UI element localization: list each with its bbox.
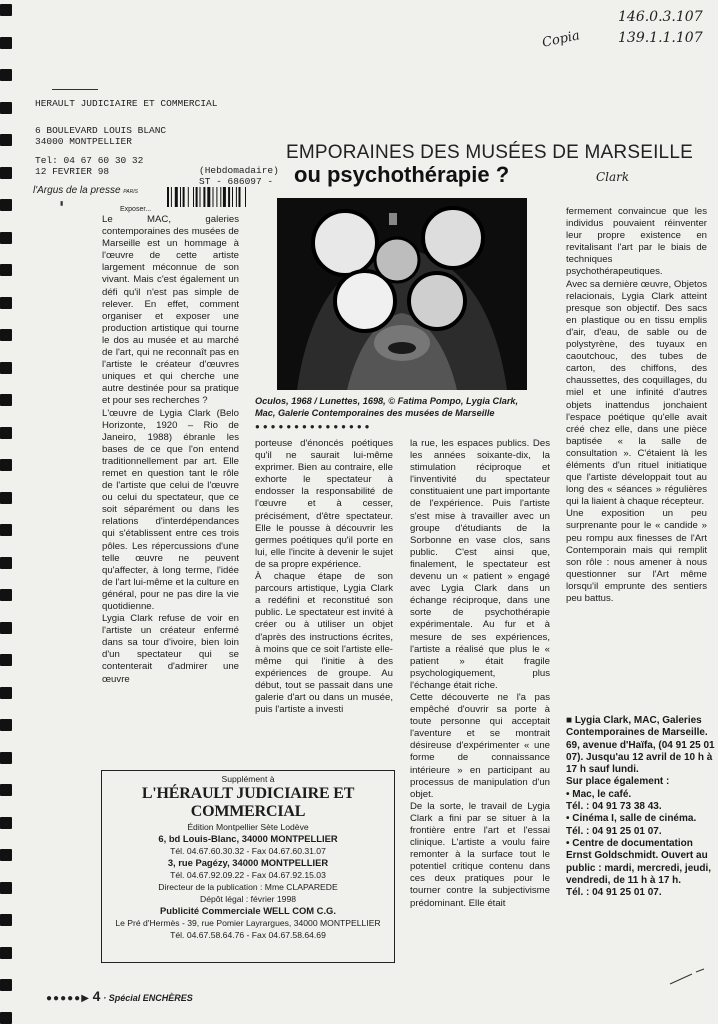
binder-hole xyxy=(0,979,12,991)
binder-hole xyxy=(0,264,12,276)
binder-holes xyxy=(0,0,14,1024)
handwritten-clark: Clark xyxy=(596,170,630,184)
exhibition-info xyxy=(566,715,716,899)
binder-hole xyxy=(0,102,12,114)
binder-hole xyxy=(0,589,12,601)
binder-hole xyxy=(0,1012,12,1024)
col3-paragraph-3: De la sorte, le travail de Lygia Clark a fini par se situer à la frontière entre l'art et l'essai clinique. L'artiste a voulu faire remonter à la surface tout le potentiel critique contenu dans ces deux pratiques pour le tourner contre la subjectivisme prédominant. Elle était xyxy=(410,800,550,909)
binder-hole xyxy=(0,134,12,146)
info-item-2-tel: Tél. : 04 91 25 01 07. xyxy=(566,825,662,837)
binder-hole xyxy=(0,687,12,699)
headline-main: ou psychothérapie ? xyxy=(294,162,510,187)
page-number: 4 xyxy=(92,988,101,1004)
binder-hole xyxy=(0,622,12,634)
col2-paragraph-2: À chaque étape de son parcours artistique, Lygia Clark a redéfini et reconstitué son public. Le spectateur est invité à créer ou à utiliser un objet d'après des instructions écrites, à moins que ce soit l'artiste elle-même qui l'initie à des expériences de groupe. Au début, tout se passait dans une galerie d'art ou dans un musée, puis l'artiste a investi xyxy=(255,571,393,716)
footer-arrow-icon: ●●●●●▶ xyxy=(46,993,90,1004)
binder-hole xyxy=(0,232,12,244)
supp-address-1: 6, bd Louis-Blanc, 34000 MONTPELLIER xyxy=(158,833,338,844)
stamp-line3: 34000 MONTPELLIER xyxy=(35,136,132,147)
stamp-rule xyxy=(52,89,98,90)
binder-hole xyxy=(0,719,12,731)
handwritten-copia: Copia xyxy=(540,28,582,51)
info-title: ■ Lygia Clark, MAC, Galeries Contemporaines de Marseille. 69, avenue d'Haïfa, (04 91 25 01 07). Jusqu'au 12 avril de 10 h à 17 h sauf lundi. xyxy=(566,715,715,776)
binder-hole xyxy=(0,69,12,81)
supp-publication-title: L'HÉRAULT JUDICIAIRE ET COMMERCIAL xyxy=(141,785,355,820)
supp-legal: Dépôt légal : février 1998 xyxy=(199,894,297,904)
article-column-4 xyxy=(566,206,707,605)
info-item-1-tel: Tél. : 04 91 73 38 43. xyxy=(566,801,662,813)
binder-hole xyxy=(0,849,12,861)
handwritten-ref-1: 146.0.3.107 xyxy=(618,9,703,25)
binder-hole xyxy=(0,882,12,894)
argus-city: PARIS xyxy=(123,189,138,195)
binder-hole xyxy=(0,362,12,374)
binder-hole xyxy=(0,199,12,211)
pen-mark-icon xyxy=(668,968,708,986)
info-item-2: • Cinéma I, salle de cinéma. xyxy=(566,813,697,825)
headline-top: EMPORAINES DES MUSÉES DE MARSEILLE xyxy=(286,142,693,163)
stamp-tel: Tel: 04 67 60 30 32 xyxy=(35,155,144,166)
argus-text: l'Argus de la presse xyxy=(33,185,121,196)
supp-line-1: Supplément à xyxy=(221,774,275,784)
binder-hole xyxy=(0,459,12,471)
barcode-icon xyxy=(167,187,271,207)
supp-phone-3: Tél. 04.67.58.64.76 - Fax 04.67.58.64.69 xyxy=(170,930,326,940)
article-column-1 xyxy=(60,201,239,686)
handwritten-ref-2: 139.1.1.107 xyxy=(618,30,703,46)
col1-paragraph-2: L'œuvre de Lygia Clark (Belo Horizonte, 1920 – Rio de Janeiro, 1988) ébranle les bases de ce que l'on entend traditionnellement par art. Elle remet en question tant le rôle de l'artiste que celui de l'œuvre ou celui du spectateur, que ce soit séparément ou dans les relations d'interdépendances qui s'établissent entre ces trois pôles. Les répercussions d'une telle œuvre ne peuvent qu'affecter, à long terme, l'idée de l'art lui-même et la culture en général, pour ne pas dire la vie quotidienne. xyxy=(102,407,239,612)
article-column-3 xyxy=(410,438,550,910)
col1-paragraph-1: Le MAC, galeries contemporaines des musées de Marseille est un hommage à l'œuvre de cette artiste largement méconnue de son vivant. Mais c'est également un défi qu'il n'est pas simple de relever. En effet, comment organiser et exposer une production artistique qui tourne le dos au musée et au marché de l'art, qui ne reconnaît pas en l'artiste le créateur d'œuvres uniques et qui cherche une autre destinée pour sa pratique et pour ses recherches ? xyxy=(102,214,239,407)
supp-phone-1: Tél. 04.67.60.30.32 - Fax 04.67.60.31.07 xyxy=(170,846,326,856)
photo-caption: Oculos, 1968 / Lunettes, 1698, © Fatima Pompo, Lygia Clark, Mac, Galerie Contemporaines des musées de Marseille xyxy=(255,396,519,418)
binder-hole xyxy=(0,817,12,829)
argus-logo xyxy=(33,185,138,196)
binder-hole xyxy=(0,297,12,309)
col4-paragraph-2: Avec sa dernière œuvre, Objetos relacionais, Lygia Clark atteint presque son objectif. Des sacs en plastique ou en tissu emplis d'air, d'eau, de sable ou de polystyrène, des tuyaux en caoutchouc, des tubes de carton, des chiffons, des chaussettes, des coquillages, du miel et une infinité d'autres objets inattendus jonchaient l'espace poétique qu'elle avait créé chez elle, dans une pièce baptisée « la salle de consultation ». C'étaient là les éléments d'un rituel initiatique que l'artiste développait tout au long des « séances » régulières qui la liaient à chaque récepteur. xyxy=(566,278,707,508)
stamp-line1: HERAULT JUDICIAIRE ET COMMERCIAL xyxy=(35,98,218,109)
binder-hole xyxy=(0,947,12,959)
column-marker: ▮ xyxy=(60,201,64,207)
supp-edition: Édition Montpellier Sète Lodève xyxy=(187,822,309,832)
col2-paragraph-1: porteuse d'énoncés poétiques qu'il ne saurait lui-même exprimer. Bien au contraire, elle exhorte le spectateur à endosser la responsabilité de l'œuvre et à cesser, précisément, d'être spectateur. Elle le pousse à découvrir les germes poétiques qu'il porte en lui, elle l'incite à devenir le sujet de sa propre expérience. xyxy=(255,438,393,570)
col3-paragraph-1: la rue, les espaces publics. Des les années soixante-dix, la stimulation réciproque et l'inventivité du spectateur constituaient une part importante de l'expérience. Puis l'artiste s'est mise à travailler avec un groupe d'étudiants de la Sorbonne en vase clos, sans public. C'est ainsi que, finalement, le spectateur est devenu un « patient » engagé avec Lygia Clark dans un échange réciproque, dans une sorte de psychothérapie expérimentale. Au fur et à mesure de ses expériences, l'artiste a réalisé que plus le « patient » était fragile psychologiquement, plus l'échange était riche. xyxy=(410,438,550,691)
binder-hole xyxy=(0,37,12,49)
binder-hole xyxy=(0,4,12,16)
stamp-date: 12 FEVRIER 98 xyxy=(35,166,110,177)
info-subtitle: Sur place également : xyxy=(566,776,670,788)
binder-hole xyxy=(0,914,12,926)
binder-hole xyxy=(0,524,12,536)
binder-hole xyxy=(0,329,12,341)
supp-advertising: Publicité Commerciale WELL COM C.G. xyxy=(160,905,336,916)
binder-hole xyxy=(0,784,12,796)
binder-hole xyxy=(0,654,12,666)
supp-director: Directeur de la publication : Mme CLAPAREDE xyxy=(158,882,338,892)
stamp-reference: ST - 686097 - xyxy=(199,176,274,187)
col4-paragraph-1: fermement convaincue que les individus pouvaient réinventer leur propre existence en revitalisant l'art par le biais de techniques psychothérapeutiques. xyxy=(566,206,707,278)
info-item-3: • Centre de documentation Ernst Goldschmidt. Ouvert au public : mardi, mercredi, jeudi, vendredi, de 11 h à 17 h. xyxy=(566,837,712,886)
col1-paragraph-3: Lygia Clark refuse de voir en l'artiste un créateur enfermé dans sa tour d'ivoire, bien loin d'un spectateur qui se contenterait d'admirer une œuvre xyxy=(102,613,239,685)
col3-paragraph-2: Cette découverte ne l'a pas empêché d'ouvrir sa porte à toute personne qui acceptait l'aventure et se montrait désireuse d'expérimenter « une forme de connaissance intérieure » en participant au processus de manipulation d'un objet. xyxy=(410,691,550,800)
binder-hole xyxy=(0,557,12,569)
photo-oculos xyxy=(277,198,527,390)
footer-section: · Spécial ENCHÈRES xyxy=(103,993,193,1003)
article-column-2 xyxy=(255,438,393,716)
caption-dots: ●●●●●●●●●●●●●●● xyxy=(255,422,373,431)
lead-fragment: Exposer... xyxy=(120,206,152,213)
binder-hole xyxy=(0,492,12,504)
stamp-frequency: (Hebdomadaire) xyxy=(199,165,279,176)
binder-hole xyxy=(0,427,12,439)
supp-address-3: Le Pré d'Hermès - 39, rue Pomier Layrargues, 34000 MONTPELLIER xyxy=(115,918,381,928)
col4-paragraph-3: Une exposition un peu surprenante pour le « candide » peu rompu aux finesses de l'Art Contemporain mais qui remplit son rôle : nous amener à nous questionner sur l'Art même lorsqu'il emprunte des sentiers peu battus. xyxy=(566,508,707,604)
page-footer xyxy=(46,988,193,1004)
supp-address-2: 3, rue Pagézy, 34000 MONTPELLIER xyxy=(167,857,329,868)
info-item-1: • Mac, le café. xyxy=(566,788,632,800)
supp-phone-2: Tél. 04.67.92.09.22 - Fax 04.67.92.15.03 xyxy=(170,870,326,880)
supplement-box xyxy=(101,770,395,963)
stamp-line2: 6 BOULEVARD LOUIS BLANC xyxy=(35,125,167,136)
info-item-3-tel: Tél. : 04 91 25 01 07. xyxy=(566,887,662,899)
binder-hole xyxy=(0,752,12,764)
binder-hole xyxy=(0,167,12,179)
binder-hole xyxy=(0,394,12,406)
